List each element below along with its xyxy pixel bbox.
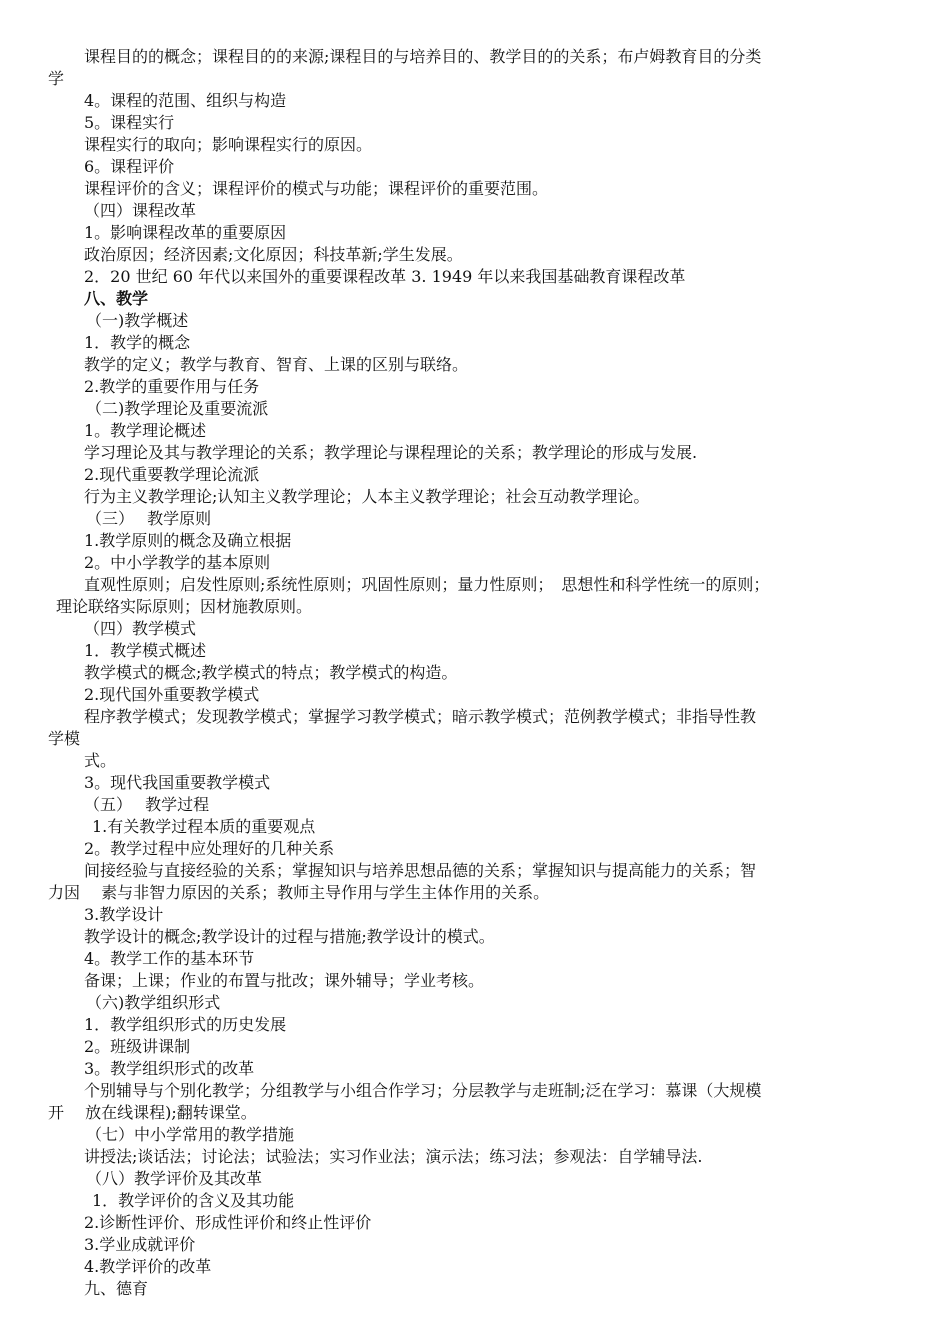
text-line: 1．教学模式概述 <box>84 641 207 660</box>
section-heading: （一)教学概述 <box>86 311 189 330</box>
chapter-heading: 九、德育 <box>84 1279 149 1298</box>
text-line: 2.现代重要教学理论流派 <box>84 465 260 484</box>
text-line: 3。现代我国重要教学模式 <box>84 773 271 792</box>
section-heading: （四）课程改革 <box>84 201 197 220</box>
text-line: 4。教学工作的基本环节 <box>84 949 255 968</box>
text-line: 教学的定义；教学与教育、智育、上课的区别与联络。 <box>84 355 469 374</box>
text-line: 程序教学模式；发现教学模式；掌握学习教学模式；暗示教学模式；范例教学模式；非指导性教 <box>84 707 757 726</box>
section-heading: （三） 教学原则 <box>86 509 212 528</box>
text-line: 备课；上课；作业的布置与批改；课外辅导；学业考核。 <box>84 971 485 990</box>
text-line: 课程评价的含义；课程评价的模式与功能；课程评价的重要范围。 <box>84 179 549 198</box>
text-line: 2。班级讲课制 <box>84 1037 191 1056</box>
text-line: 6。课程评价 <box>84 157 175 176</box>
text-line: 讲授法;谈话法；讨论法；试验法；实习作业法；演示法；练习法；参观法：自学辅导法. <box>84 1147 703 1166</box>
text-line: 1．教学的概念 <box>84 333 191 352</box>
text-line: 理论联络实际原则；因材施教原则。 <box>56 597 313 616</box>
text-line: 个别辅导与个别化教学；分组教学与小组合作学习；分层教学与走班制;泛在学习：慕课（大规模 <box>84 1081 762 1100</box>
text-line: 2.现代国外重要教学模式 <box>84 685 260 704</box>
section-heading: （四）教学模式 <box>84 619 197 638</box>
text-line: 学 <box>48 69 65 88</box>
text-line: 1．教学组织形式的历史发展 <box>84 1015 287 1034</box>
section-heading: （五） 教学过程 <box>84 795 210 814</box>
section-heading: （二)教学理论及重要流派 <box>86 399 269 418</box>
text-line: 3。教学组织形式的改革 <box>84 1059 255 1078</box>
chapter-heading: 八、教学 <box>84 289 149 308</box>
text-line: 5。课程实行 <box>84 113 175 132</box>
text-line: 3.学业成就评价 <box>84 1235 196 1254</box>
text-line: 教学模式的概念;教学模式的特点；教学模式的构造。 <box>84 663 458 682</box>
text-line: 2。中小学教学的基本原则 <box>84 553 271 572</box>
text-line: 课程目的的概念；课程目的的来源;课程目的与培养目的、教学目的的关系；布卢姆教育目的分类 <box>84 47 762 66</box>
text-line: 直观性原则；启发性原则;系统性原则；巩固性原则；量力性原则； 思想性和科学性统一的原则； <box>84 575 770 594</box>
text-line: 2.教学的重要作用与任务 <box>84 377 260 396</box>
text-line: 1。影响课程改革的重要原因 <box>84 223 287 242</box>
text-line: 学模 <box>48 729 81 748</box>
text-line: 教学设计的概念;教学设计的过程与措施;教学设计的模式。 <box>84 927 495 946</box>
text-line: 1．教学评价的含义及其功能 <box>92 1191 295 1210</box>
text-line: 学习理论及其与教学理论的关系；教学理论与课程理论的关系；教学理论的形成与发展. <box>84 443 698 462</box>
text-line: 2.诊断性评价、形成性评价和终止性评价 <box>84 1213 372 1232</box>
text-line: 间接经验与直接经验的关系；掌握知识与培养思想品德的关系；掌握知识与提高能力的关系；智 <box>84 861 757 880</box>
text-line: 政治原因；经济因素;文化原因；科技革新;学生发展。 <box>84 245 463 264</box>
text-line: 力因 素与非智力原因的关系；教师主导作用与学生主体作用的关系。 <box>48 883 550 902</box>
text-line: 4.教学评价的改革 <box>84 1257 212 1276</box>
text-line: 式。 <box>84 751 117 770</box>
section-heading: （八）教学评价及其改革 <box>86 1169 263 1188</box>
text-line: 开 放在线课程);翻转课堂。 <box>48 1103 257 1122</box>
text-line: 课程实行的取向；影响课程实行的原因。 <box>84 135 373 154</box>
text-line: 1.教学原则的概念及确立根据 <box>84 531 292 550</box>
text-line: 1。教学理论概述 <box>84 421 207 440</box>
text-line: 行为主义教学理论;认知主义教学理论；人本主义教学理论；社会互动教学理论。 <box>84 487 650 506</box>
text-line: 4。课程的范围、组织与构造 <box>84 91 287 110</box>
text-line: 1.有关教学过程本质的重要观点 <box>92 817 316 836</box>
section-heading: （七）中小学常用的教学措施 <box>86 1125 295 1144</box>
section-heading: （六)教学组织形式 <box>86 993 221 1012</box>
text-line: 2。教学过程中应处理好的几种关系 <box>84 839 335 858</box>
text-line: 3.教学设计 <box>84 905 164 924</box>
text-line: 2．20 世纪 60 年代以来国外的重要课程改革 3. 1949 年以来我国基础教育课程改革 <box>84 267 686 286</box>
